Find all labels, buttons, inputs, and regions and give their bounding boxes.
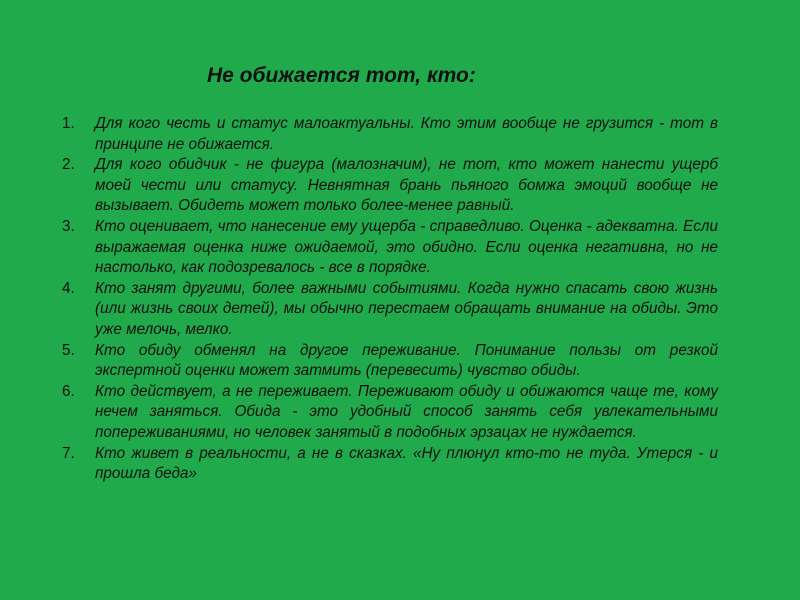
list-number: 4.	[62, 279, 75, 297]
list-number: 1.	[62, 115, 75, 132]
list-item	[62, 382, 718, 444]
list-item	[62, 155, 718, 217]
list-item	[62, 444, 718, 485]
list-item-text: Кто оценивает, что нанесение ему ущерба - справедливо. Оценка - адекватна. Если выражаемая оценка ниже ожидаемой, это обидно. Если оценка негативна, но не настолько, как подозревалось - все в порядке.	[95, 217, 718, 277]
list-item	[62, 114, 718, 155]
list-number: 7.	[62, 444, 75, 462]
list-item	[62, 341, 718, 382]
slide-title: Не обижается тот, кто:	[207, 64, 476, 87]
numbered-list	[62, 114, 718, 485]
list-number: 3.	[62, 217, 75, 235]
list-number: 6.	[62, 382, 75, 400]
list-item	[62, 279, 718, 341]
list-item-text: Для кого честь и статус малоактуальны. Кто этим вообще не грузится - тот в принципе не обижается.	[95, 115, 718, 153]
list-item-text: Кто действует, а не переживает. Переживают обиду и обижаются чаще те, кому нечем заняться. Обида - это удобный способ занять себя увлекательными попереживаниями, но человек занятый в подобных эрзацах не нуждается.	[95, 382, 718, 441]
list-item-text: Кто занят другими, более важными событиями. Когда нужно спасать свою жизнь (или жизнь своих детей), мы обычно перестаем обращать внимание на обиды. Это уже мелочь, мелко.	[95, 279, 718, 338]
list-number: 5.	[62, 341, 75, 359]
list-item-text: Кто обиду обменял на другое переживание. Понимание пользы от резкой экспертной оценки может затмить (перевесить) чувство обиды.	[95, 341, 718, 380]
list-number: 2.	[62, 156, 75, 174]
list-item-text: Кто живет в реальности, а не в сказках. «Ну плюнул кто-то не туда. Утерся - и прошла беда»	[95, 444, 718, 483]
list-item	[62, 217, 718, 279]
list-item-text: Для кого обидчик - не фигура (малозначим), не тот, кто может нанести ущерб моей чести или статусу. Невнятная брань пьяного бомжа эмоций вообще не вызывает. Обидеть может только более-менее равный.	[95, 156, 718, 215]
